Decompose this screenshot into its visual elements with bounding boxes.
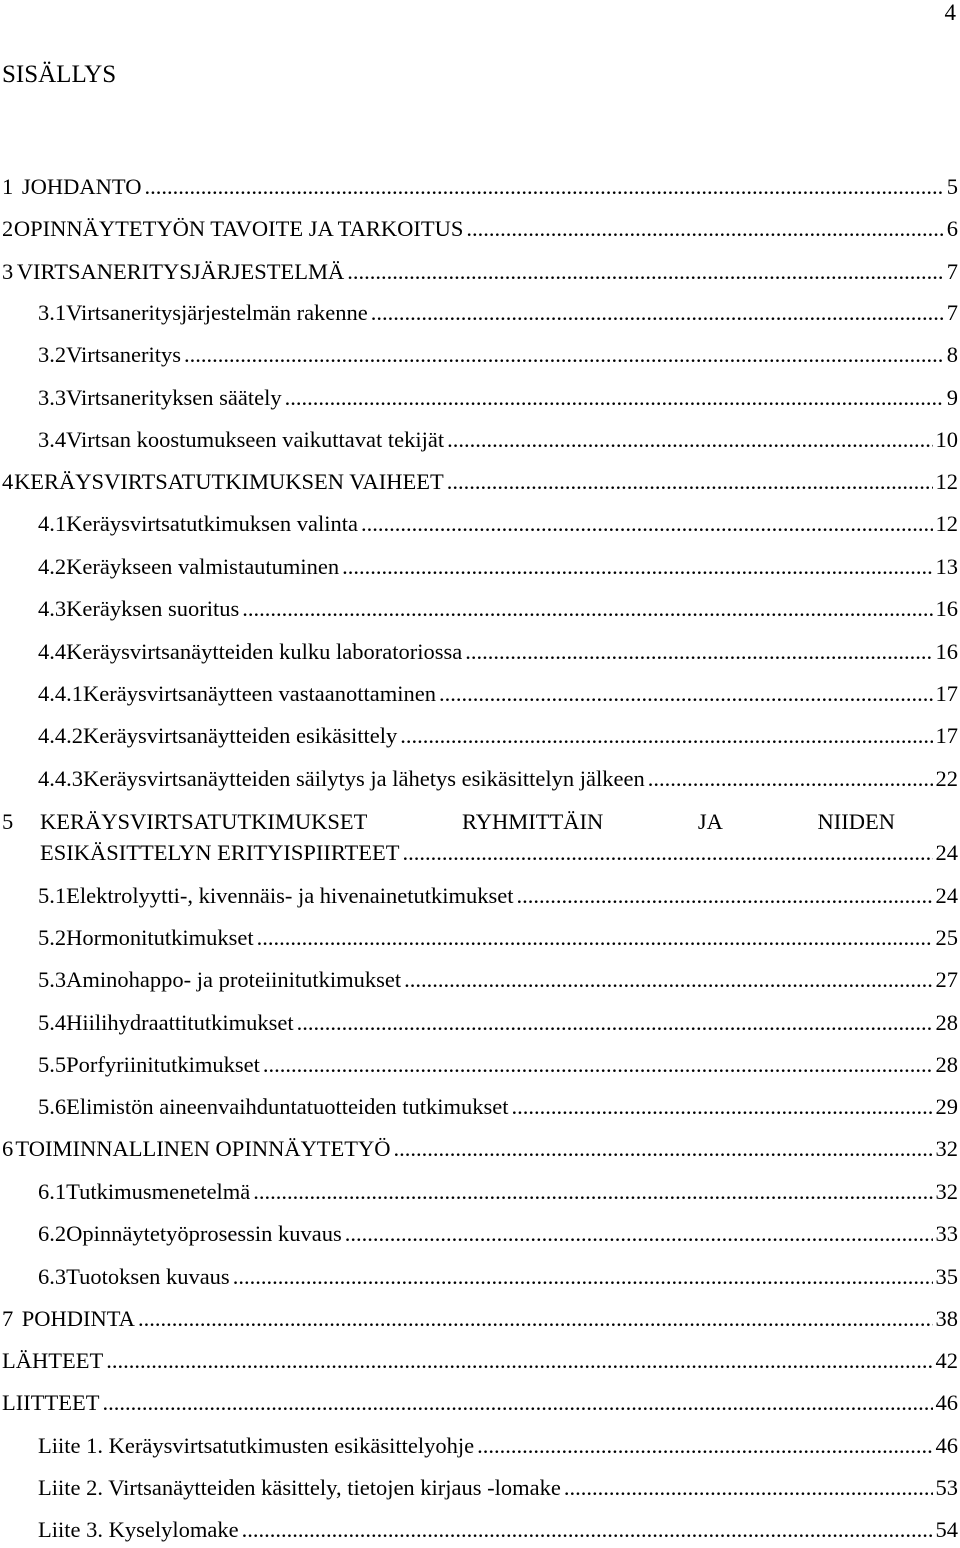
toc-entry-title: TOIMINNALLINEN OPINNÄYTETYÖ [15, 1136, 391, 1161]
dot-leader [371, 298, 944, 328]
toc-entry-5-6[interactable] [38, 1092, 958, 1122]
toc-entry-page: 17 [935, 723, 958, 748]
dot-leader [400, 721, 932, 751]
toc-entry-4-2[interactable] [38, 552, 958, 582]
toc-entry-title: Liite 1. Keräysvirtsatutkimusten esikäsittelyohje [38, 1433, 475, 1458]
toc-entry-title: Porfyriinitutkimukset [66, 1052, 260, 1077]
toc-entry-4-4[interactable] [38, 637, 958, 667]
dot-leader [361, 509, 933, 539]
dot-leader [242, 1515, 933, 1545]
toc-entry-4-4-3[interactable] [38, 764, 958, 794]
dot-leader [517, 881, 933, 911]
dot-leader [263, 1050, 933, 1080]
dot-leader [402, 838, 932, 868]
dot-leader [233, 1262, 933, 1292]
toc-entry-page: 13 [935, 554, 958, 579]
toc-entry-5-4[interactable] [38, 1008, 958, 1038]
toc-entry-number: 6 [2, 1136, 14, 1161]
dot-leader [184, 340, 944, 370]
toc-entry-number: 2 [2, 216, 14, 241]
toc-entry-3-3[interactable] [38, 383, 958, 413]
toc-entry-number: 5 [2, 809, 14, 834]
toc-entry-liitteet[interactable] [2, 1388, 958, 1418]
toc-entry-4-4-1[interactable] [38, 679, 958, 709]
toc-entry-liite-3[interactable] [38, 1515, 958, 1545]
toc-entry-number: 4.4 [38, 639, 67, 664]
toc-entry-liite-2[interactable] [38, 1473, 958, 1503]
dot-leader [257, 923, 933, 953]
toc-entry-title: Keräysvirtsatutkimuksen valinta [66, 511, 358, 536]
dot-leader [439, 679, 933, 709]
toc-entry-5-5[interactable] [38, 1050, 958, 1080]
dot-leader [106, 1346, 932, 1376]
toc-entry-title: Opinnäytetyöprosessin kuvaus [66, 1221, 342, 1246]
toc-entry-5-second-line [40, 838, 958, 868]
dot-leader [447, 467, 933, 497]
toc-entry-title: Tuotoksen kuvaus [66, 1264, 230, 1289]
toc-entry-number: 4 [2, 469, 14, 494]
toc-entry-title: Keräysvirtsanäytteen vastaanottaminen [83, 681, 436, 706]
toc-entry-page: 53 [935, 1475, 958, 1500]
toc-entry-3-2[interactable] [38, 340, 958, 370]
toc-entry-6-1[interactable] [38, 1177, 958, 1207]
toc-entry-page: 33 [935, 1221, 958, 1246]
toc-entry-4[interactable] [2, 467, 958, 497]
toc-entry-title: KERÄYSVIRTSATUTKIMUKSEN VAIHEET [14, 469, 444, 494]
toc-entry-title-word: JA [697, 809, 723, 834]
toc-entry-title: Aminohappo- ja proteiinitutkimukset [66, 967, 402, 992]
toc-entry-title-word: KERÄYSVIRTSATUTKIMUKSET [40, 809, 368, 834]
toc-entry-page: 12 [935, 469, 958, 494]
toc-entry-page: 7 [946, 259, 958, 284]
toc-entry-number: 3 [2, 259, 14, 284]
toc-entry-liite-1[interactable] [38, 1431, 958, 1461]
toc-entry-page: 22 [935, 766, 958, 791]
toc-entry-title: OPINNÄYTETYÖN TAVOITE JA TARKOITUS [13, 216, 464, 241]
toc-entry-page: 42 [935, 1348, 958, 1373]
toc-entry-number: 3.1 [38, 300, 67, 325]
toc-entry-1[interactable] [2, 172, 958, 202]
toc-entry-number: 3.3 [38, 385, 67, 410]
dot-leader [144, 172, 943, 202]
toc-entry-title: JOHDANTO [21, 174, 142, 199]
toc-entry-page: 28 [935, 1010, 958, 1035]
toc-entry-number: 4.3 [38, 596, 67, 621]
toc-entry-title: LIITTEET [2, 1390, 100, 1415]
toc-entry-page: 24 [935, 840, 958, 865]
toc-entry-page: 35 [935, 1264, 958, 1289]
toc-entry-6-3[interactable] [38, 1262, 958, 1292]
dot-leader [512, 1092, 933, 1122]
dot-leader [404, 965, 932, 995]
toc-entry-2[interactable] [2, 214, 958, 244]
toc-entry-page: 25 [935, 925, 958, 950]
toc-entry-number: 4.4.3 [38, 766, 83, 791]
toc-entry-title: Liite 2. Virtsanäytteiden käsittely, tietojen kirjaus -lomake [38, 1475, 561, 1500]
toc-entry-title: Virtsanerityksen säätely [66, 385, 282, 410]
toc-entry-title: Keräysvirtsanäytteiden säilytys ja lähetys esikäsittelyn jälkeen [83, 766, 645, 791]
toc-entry-number: 4.4.1 [38, 681, 83, 706]
toc-entry-page: 46 [935, 1433, 958, 1458]
toc-entry-page: 17 [935, 681, 958, 706]
toc-entry-title: POHDINTA [21, 1306, 135, 1331]
toc-entry-number: 4.1 [38, 511, 67, 536]
toc-entry-title: Keräykseen valmistautuminen [66, 554, 340, 579]
toc-entry-number: 3.4 [38, 427, 67, 452]
toc-entry-number: 7 [2, 1306, 14, 1331]
toc-entry-5-1[interactable] [38, 881, 958, 911]
dot-leader [285, 383, 944, 413]
toc-entry-page: 54 [935, 1517, 958, 1542]
toc-entry-number: 5.5 [38, 1052, 67, 1077]
toc-entry-number: 6.2 [38, 1221, 67, 1246]
dot-leader [253, 1177, 932, 1207]
toc-entry-3-4[interactable] [38, 425, 958, 455]
toc-entry-number: 5.4 [38, 1010, 67, 1035]
toc-entry-page: 27 [935, 967, 958, 992]
toc-entry-page: 7 [946, 300, 958, 325]
toc-entry-page: 12 [935, 511, 958, 536]
dot-leader [466, 214, 943, 244]
toc-entry-4-4-2[interactable] [38, 721, 958, 751]
toc-entry-number: 5.6 [38, 1094, 67, 1119]
toc-entry-title: Elimistön aineenvaihduntatuotteiden tutkimukset [66, 1094, 509, 1119]
toc-entry-number: 4.2 [38, 554, 67, 579]
dot-leader [564, 1473, 933, 1503]
toc-entry-4-1[interactable] [38, 509, 958, 539]
toc-entry-title: Tutkimusmenetelmä [66, 1179, 251, 1204]
toc-entry-page: 5 [946, 174, 958, 199]
toc-entry-title: Virtsaneritysjärjestelmän rakenne [66, 300, 368, 325]
toc-entry-number: 5.2 [38, 925, 67, 950]
dot-leader [648, 764, 933, 794]
toc-entry-title-word: NIIDEN [817, 809, 895, 834]
toc-entry-page: 32 [935, 1136, 958, 1161]
toc-entry-page: 32 [935, 1179, 958, 1204]
toc-entry-title: Hiilihydraattitutkimukset [66, 1010, 294, 1035]
toc-entry-page: 10 [935, 427, 958, 452]
toc-entry-page: 16 [935, 596, 958, 621]
toc-entry-title-word: RYHMITTÄIN [462, 809, 604, 834]
toc-entry-page: 9 [946, 385, 958, 410]
toc-entry-title: Keräysvirtsanäytteiden esikäsittely [83, 723, 398, 748]
toc-entry-number: 1 [2, 174, 14, 199]
toc-entry-page: 29 [935, 1094, 958, 1119]
dot-leader [342, 552, 932, 582]
toc-entry-page: 38 [935, 1306, 958, 1331]
toc-entry-number: 3.2 [38, 342, 67, 367]
toc-entry-3[interactable] [2, 257, 958, 287]
toc-entry-title: Hormonitutkimukset [66, 925, 254, 950]
dot-leader [345, 1219, 933, 1249]
toc-entry-title: ESIKÄSITTELYN ERITYISPIIRTEET [40, 840, 400, 865]
dot-leader [242, 594, 932, 624]
toc-entry-5-3[interactable] [38, 965, 958, 995]
toc-entry-page: 6 [946, 216, 958, 241]
toc-entry-title: LÄHTEET [2, 1348, 104, 1373]
toc-entry-number: 4.4.2 [38, 723, 83, 748]
dot-leader [347, 257, 944, 287]
dot-leader [102, 1388, 932, 1418]
toc-entry-page: 16 [935, 639, 958, 664]
toc-heading: SISÄLLYS [2, 61, 117, 88]
toc-entry-title: Elektrolyytti-, kivennäis- ja hivenainetutkimukset [66, 883, 514, 908]
toc-entry-5-first-line [2, 807, 895, 837]
toc-entry-number: 6.1 [38, 1179, 67, 1204]
toc-entry-title: VIRTSANERITYSJÄRJESTELMÄ [16, 259, 345, 284]
toc-entry-4-3[interactable] [38, 594, 958, 624]
toc-entry-title: Keräyksen suoritus [66, 596, 240, 621]
toc-entry-6[interactable] [2, 1134, 958, 1164]
toc-entry-page: 24 [935, 883, 958, 908]
toc-entry-page: 28 [935, 1052, 958, 1077]
toc-entry-page: 8 [946, 342, 958, 367]
toc-entry-5-2[interactable] [38, 923, 958, 953]
dot-leader [465, 637, 932, 667]
page-number: 4 [944, 0, 956, 25]
toc-entry-title: Virtsaneritys [66, 342, 181, 367]
toc-entry-3-1[interactable] [38, 298, 958, 328]
dot-leader [394, 1134, 933, 1164]
toc-entry-7[interactable] [2, 1304, 958, 1334]
toc-entry-number: 5.3 [38, 967, 67, 992]
toc-entry-number: 6.3 [38, 1264, 67, 1289]
toc-entry-title: Virtsan koostumukseen vaikuttavat tekijät [66, 427, 445, 452]
toc-entry-title: Keräysvirtsanäytteiden kulku laboratoriossa [66, 639, 463, 664]
toc-entry-number: 5.1 [38, 883, 67, 908]
dot-leader [477, 1431, 932, 1461]
toc-entry-6-2[interactable] [38, 1219, 958, 1249]
toc-entry-lahteet[interactable] [2, 1346, 958, 1376]
toc-entry-page: 46 [935, 1390, 958, 1415]
dot-leader [138, 1304, 933, 1334]
dot-leader [297, 1008, 933, 1038]
dot-leader [447, 425, 932, 455]
toc-entry-title: Liite 3. Kyselylomake [38, 1517, 239, 1542]
